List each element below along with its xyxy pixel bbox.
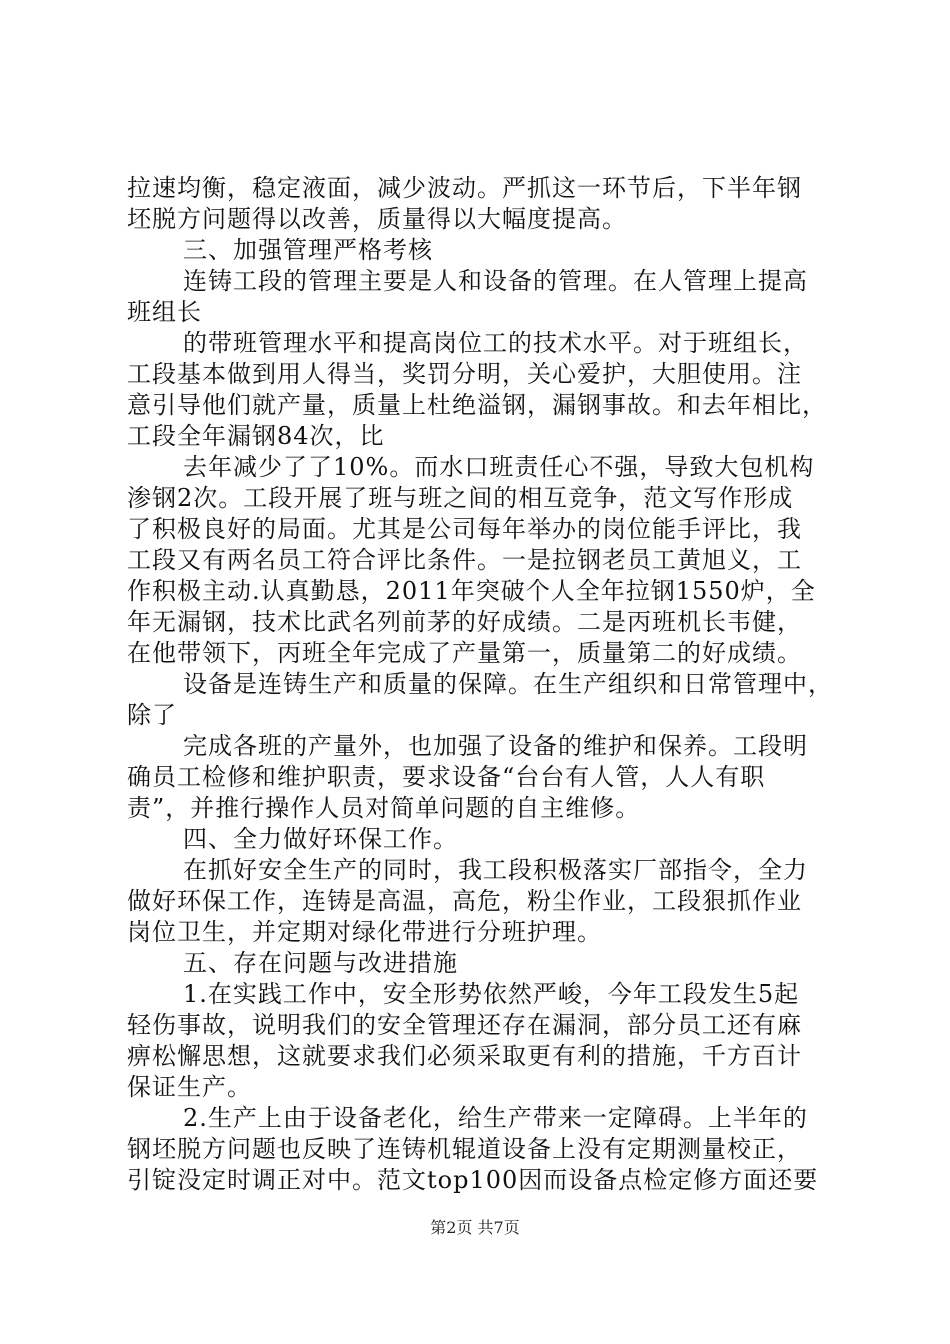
text-line: 渗钢2次。工段开展了班与班之间的相互竞争，范文写作形成 [127,484,794,512]
text-line: 岗位卫生，并定期对绿化带进行分班护理。 [127,918,602,946]
document-body [127,173,839,1196]
text-line: 确员工检修和维护职责，要求设备“台台有人管，人人有职 [127,763,766,791]
text-line: 三、加强管理严格考核 [183,236,433,264]
text-line: 引锭没定时调正对中。范文top100因而设备点检定修方面还要 [127,1166,819,1194]
text-line: 2.生产上由于设备老化，给生产带来一定障碍。上半年的 [183,1104,808,1132]
text-line: 工段基本做到用人得当，奖罚分明，关心爱护，大胆使用。注 [127,360,802,388]
text-line: 去年减少了了10%。而水口班责任心不强，导致大包机构 [183,453,815,481]
text-line: 拉速均衡，稳定液面，减少波动。严抓这一环节后，下半年钢 [127,174,802,202]
text-line: 了积极良好的局面。尤其是公司每年举办的岗位能手评比，我 [127,515,802,543]
text-line: 四、全力做好环保工作。 [183,825,458,853]
text-line: 年无漏钢，技术比武名列前茅的好成绩。二是丙班机长韦健， [127,608,802,636]
text-line: 责”，并推行操作人员对简单问题的自主维修。 [127,794,641,822]
text-line: 设备是连铸生产和质量的保障。在生产组织和日常管理中， [183,670,833,698]
text-line: 工段又有两名员工符合评比条件。一是拉钢老员工黄旭义，工 [127,546,802,574]
text-line: 班组长 [127,298,202,326]
text-line: 痹松懈思想，这就要求我们必须采取更有利的措施，千方百计 [127,1042,802,1070]
text-line: 工段全年漏钢84次，比 [127,422,385,450]
text-line: 轻伤事故，说明我们的安全管理还存在漏洞，部分员工还有麻 [127,1011,802,1039]
text-line: 的带班管理水平和提高岗位工的技术水平。对于班组长， [183,329,808,357]
text-line: 意引导他们就产量，质量上杜绝溢钢，漏钢事故。和去年相比， [127,391,827,419]
text-line: 1.在实践工作中，安全形势依然严峻，今年工段发生5起 [183,980,800,1008]
text-line: 作积极主动.认真勤恳，2011年突破个人全年拉钢1550炉，全 [127,577,816,605]
text-line: 五、存在问题与改进措施 [183,949,458,977]
page-footer: 第2页 共7页 [430,1218,520,1237]
text-line: 保证生产。 [127,1073,252,1101]
text-line: 钢坯脱方问题也反映了连铸机辊道设备上没有定期测量校正， [127,1135,802,1163]
text-line: 做好环保工作，连铸是高温，高危，粉尘作业，工段狠抓作业 [127,887,802,915]
text-line: 完成各班的产量外，也加强了设备的维护和保养。工段明 [183,732,808,760]
text-line: 坯脱方问题得以改善，质量得以大幅度提高。 [127,205,627,233]
text-line: 除了 [127,701,177,729]
text-line: 连铸工段的管理主要是人和设备的管理。在人管理上提高 [183,267,808,295]
text-line: 在抓好安全生产的同时，我工段积极落实厂部指令，全力 [183,856,808,884]
text-line: 在他带领下，丙班全年完成了产量第一，质量第二的好成绩。 [127,639,802,667]
